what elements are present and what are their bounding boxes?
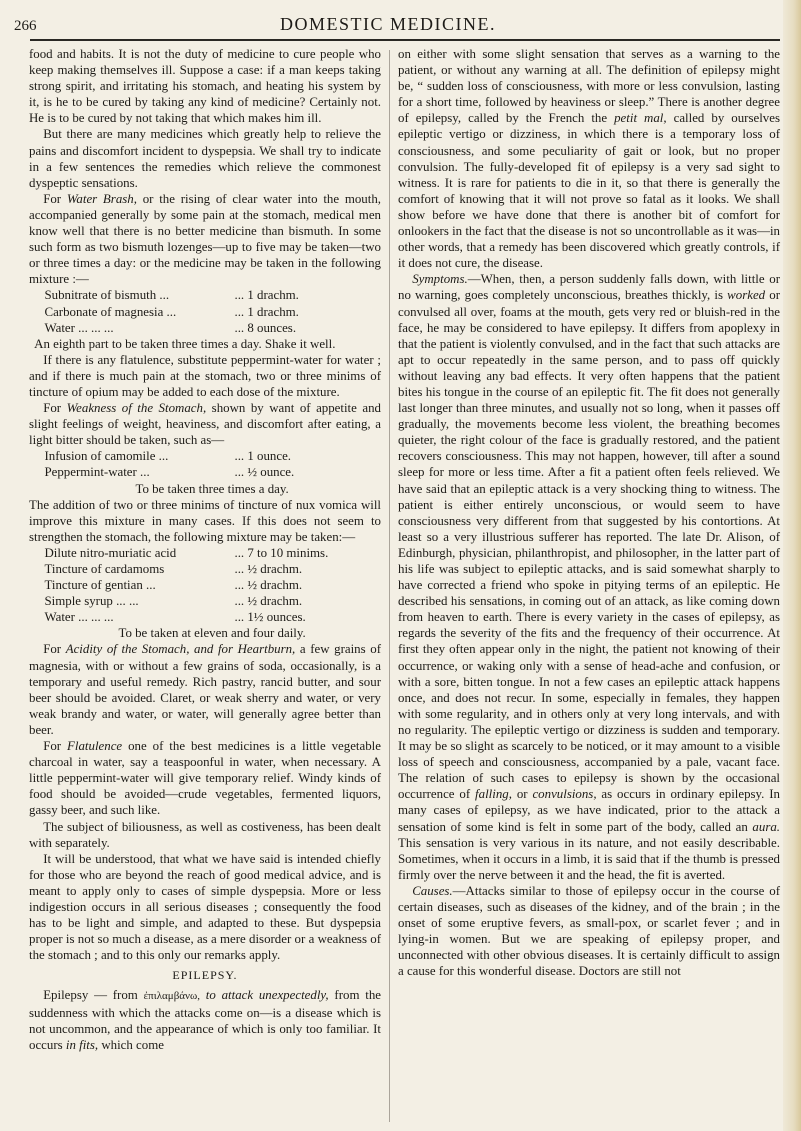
- paragraph: on either with some slight sensation that serves as a warning to the patient, or without any warning at all. The definition of epilepsy might be, “ sudden loss of consciousness, with more or less convulsion, lasting for a short time, followed by heaviness or sleep.” There is another degree of epilepsy, called by the French the petit mal, called by ourselves epileptic vertigo or dizziness, in which there is a temporary loss of consciousness, and some peculiarity of gait or look, but no proper convulsion. The fully-developed fit of epilepsy is a very sad sight to witness. It is rare for patients to die in it, so that there is generally the comfort of knowing that it will not prove so fatal as it looks. We shall show before we have done that there is another bit of comfort for onlookers in the fact that the disease is not so uncontrollable as it was—in other words, that a remedy has been discovered which greatly controls, if it does not cure, the disease.: [398, 47, 780, 271]
- subheading-symptoms: Symptoms.: [412, 272, 468, 287]
- rx-note: To be taken at eleven and four daily.: [118, 626, 306, 641]
- rx-note: An eighth part to be taken three times a day. Shake it well.: [34, 336, 336, 351]
- left-column: [29, 46, 381, 1053]
- rx-note: To be taken three times a day.: [135, 481, 289, 496]
- paragraph: food and habits. It is not the duty of medicine to cure people who keep making themselves ill. Suppose a case: if a man keeps taking strong spirit, and irritating his stomach, and heating his system by it, is he to be cured by taking any kind of medicine? Certainly not. He is to be cured by not taking that which makes him ill.: [29, 47, 381, 126]
- rx-line: Water ... ... ... ... 1½ ounces.: [44, 610, 306, 625]
- greek-word: ἐπιλαμβάνω,: [143, 990, 201, 1003]
- paragraph: Epilepsy — from ἐπιλαμβάνω, to attack unexpectedly, from the suddenness with which the attacks come on—is a disease which is not uncommon, and the appearance of which is only too familiar. It occurs in fits, which come: [29, 988, 381, 1052]
- rx-line: Infusion of camomile ... ... 1 ounce.: [44, 449, 292, 464]
- paragraph: It will be understood, that what we have said is intended chiefly for those who are beyond the reach of good medical advice, and is meant to apply only to cases of simple dyspepsia. More or less indigestion occurs in all serious diseases ; consequently the food has to be light and simple, and adapted to these. But dyspepsia proper is not so much a disease, as a mere disorder or a weakness of the stomach ; and to this only our remarks apply.: [29, 851, 381, 963]
- paragraph: Causes.—Attacks similar to those of epilepsy occur in the course of certain diseases, such as diseases of the kidney, and of the brain ; in the onset of some eruptive fevers, as small-pox, or scarlet fever ; and in lying-in women. But we are speaking of epilepsy proper, and unconnected with other obvious diseases. It is certainly difficult to assign a cause for this wonderful disease. Doctors are still not: [398, 883, 780, 979]
- page-edge: [783, 0, 801, 1131]
- section-heading: EPILEPSY.: [172, 968, 238, 983]
- header-rule: [30, 39, 780, 41]
- topic-flatulence: Flatulence: [67, 739, 123, 754]
- paragraph: The subject of biliousness, as well as costiveness, has been dealt with separately.: [29, 819, 381, 850]
- rx-line: Tincture of cardamoms ... ½ drachm.: [44, 562, 303, 576]
- paragraph: For Acidity of the Stomach, and for Heartburn, a few grains of magnesia, with or without a few grains of soda, occasionally, is a temporary and useful remedy. Rich pastry, rancid butter, and sour beer should be avoided. Claret, or weak sherry and water, or very weak brandy and water, or water, will generally agree better than beer.: [29, 642, 381, 737]
- rx-line: Carbonate of magnesia ... ... 1 drachm.: [44, 304, 299, 319]
- page-number: 266: [14, 18, 37, 34]
- prescription-2: [44, 448, 344, 480]
- prescription-1: [44, 287, 344, 335]
- paragraph: If there is any flatulence, substitute peppermint-water for water ; and if there is much pain at the stomach, two or three minims of tincture of opium may be added to each dose of the mixture.: [29, 352, 381, 399]
- paragraph: But there are many medicines which greatly help to relieve the pains and discomfort incident to dyspepsia. We shall try to indicate in a few sentences the remedies which relieve the commonest dyspeptic sensations.: [29, 127, 381, 190]
- subheading-causes: Causes.: [412, 883, 453, 898]
- paragraph: For Water Brash, or the rising of clear water into the mouth, accompanied generally by some pain at the stomach, medical men know well that there is no better medicine than bismuth. In some such form as two bismuth lozenges—up to five may be taken—two or three times a day: or the medicine may be taken in the following mixture :—: [29, 191, 381, 287]
- rx-line: Peppermint-water ... ... ½ ounce.: [44, 465, 295, 480]
- running-title: DOMESTIC MEDICINE.: [280, 14, 496, 34]
- paragraph: The addition of two or three minims of tincture of nux vomica will improve this mixture in many cases. If this does not seem to strengthen the stomach, the following mixture may be taken:—: [29, 497, 381, 544]
- rx-line: Water ... ... ... ... 8 ounces.: [44, 320, 297, 335]
- rx-line: Subnitrate of bismuth ... ... 1 drachm.: [44, 288, 299, 303]
- topic-weakness: Weakness of the Stomach,: [66, 401, 207, 416]
- rx-line: Tincture of gentian ... ... ½ drachm.: [44, 578, 303, 593]
- paragraph: Symptoms.—When, then, a person suddenly falls down, with little or no warning, goes completely unconscious, breathes thickly, is worked or convulsed all over, foams at the mouth, gets very red or bluish-red in the face, he may be considered to have epilepsy. It differs from apoplexy in that the patient is violently convulsed, and in the fact that such attacks are apt to occur repeatedly in the same person, and to pass off quickly without leaving any bad effects. It very often happens that the patient bites his tongue in the course of an epileptic fit. The fit does not generally last longer than three minutes, and usually not so long, when it passes off gradually, the movements become less violent, the breathing becomes quieter, the right colour of the face is gradually restored, and the patient recovers consciousness. This may not happen, however, till after a sound sleep for more or less time. After a fit a patient often feels relieved. We have said that an epileptic attack is a very shocking thing to witness. The patient is either entirely unconscious, or would seem to have consciousness very different from that suggested by his contortions. At least so a very illustrious sufferer has reported. The late Dr. Alison, of Edinburgh, physician, philanthropist, and philosopher, in the latter part of his life was subject to epileptic attacks, and is said somewhat sharply to have corrected a friend who spoke in pitying terms of an epileptic. He described his sensations, in coming out of an attack, as like coming down from heaven to earth. There is every variety in the cases of epilepsy, as regards the severity of the fits and the frequency of their occurrence. At first they often appear only in the night, the patient not knowing of their occurrence, or waking only with a sense of head-ache and confusion, or with a sore, bitten tongue. In not a few cases an epileptic attack happens once, and does not recur. In some, especially in females, they happen with some regularity, and in others only at very long intervals, and with no regularity. The epileptic vertigo or dizziness is sudden and temporary. It may be so slight as scarcely to be noticed, or it may amount to a visible loss of speech and consciousness, accompanied by a pale, vacant face. The relation of such cases to epilepsy is shown by the occasional occurrence of falling, or convulsions, as occurs in ordinary epilepsy. In many cases of epilepsy, as we have indicated, prior to the attack a sensation of some kind is felt in some part of the body, called an aura. This sensation is very various in its nature, and not easily describable. Sometimes, when it occurs in a limb, it is said that if the thumb is pressed firmly over the nerve between it and the head, the fit is averted.: [398, 272, 781, 882]
- column-divider: [389, 50, 390, 1122]
- topic-acidity: Acidity of the Stomach, and for Heartburn,: [65, 642, 296, 657]
- paragraph: For Weakness of the Stomach, shown by want of appetite and slight feelings of weight, heaviness, and discomfort after eating, a light bitter should be taken, such as—: [29, 401, 381, 448]
- rx-line: Dilute nitro-muriatic acid ... 7 to 10 minims.: [44, 545, 329, 560]
- paragraph: For Flatulence one of the best medicines is a little vegetable charcoal in water, say a teaspoonful in water, when necessary. A little peppermint-water will give temporary relief. Windy kinds of food should be avoided—crude vegetables, fermented liquors, gassy beer, and such like.: [29, 739, 381, 818]
- prescription-3: [44, 545, 344, 625]
- right-column: [398, 46, 780, 979]
- rx-line: Simple syrup ... ... ... ½ drachm.: [44, 594, 303, 609]
- topic-water-brash: Water Brash,: [66, 191, 137, 206]
